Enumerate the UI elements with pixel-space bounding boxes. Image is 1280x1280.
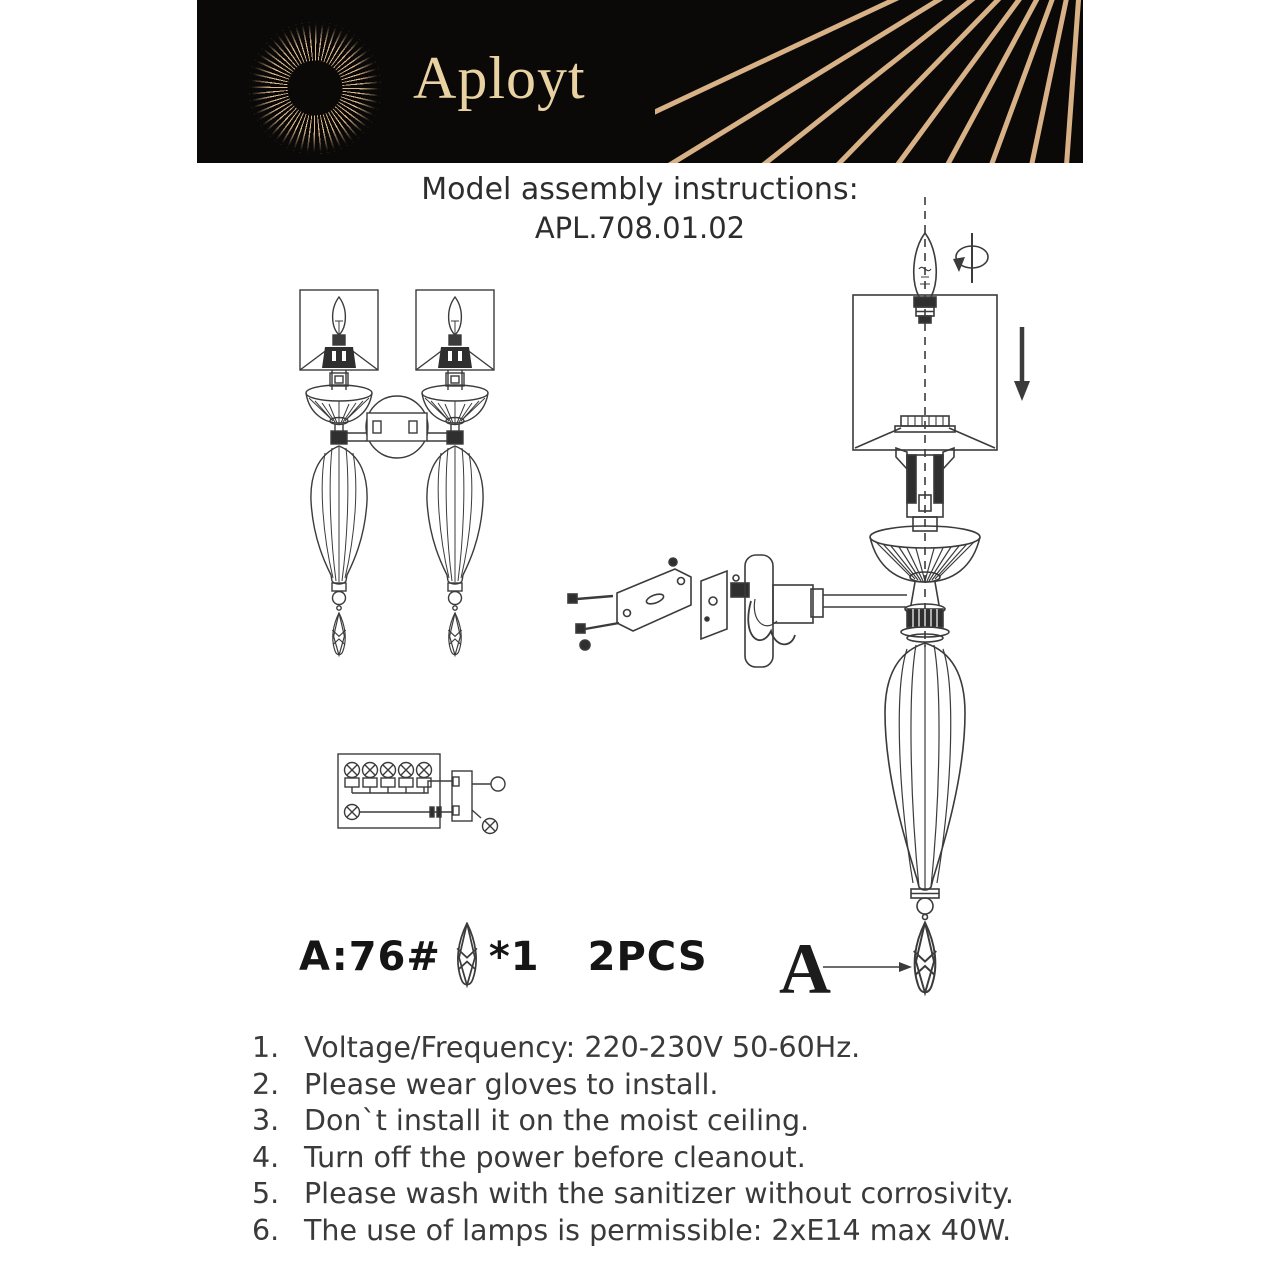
page-title: Model assembly instructions: [421, 172, 859, 207]
instruction-number: 1. [252, 1031, 280, 1064]
instruction-number: 3. [252, 1104, 280, 1138]
wiring-diagram [330, 740, 520, 840]
lamp-terminal [491, 777, 505, 791]
down-arrow-icon [1014, 327, 1030, 401]
instruction-item [252, 1140, 1082, 1177]
rotation-arrow-icon [953, 233, 988, 283]
lamp-arm [811, 589, 907, 617]
instruction-number: 5. [252, 1177, 280, 1211]
crystal-drop-icon [914, 923, 937, 994]
parts-list-row [299, 920, 708, 994]
instruction-item [252, 1213, 1082, 1250]
part-code: A:76# [299, 934, 441, 980]
instructions-list [252, 1030, 1082, 1250]
instruction-text: The use of lamps is permissible: 2xE14 max 40W. [304, 1213, 1012, 1247]
instruction-item [252, 1030, 1082, 1067]
wall-bracket [568, 558, 691, 650]
model-number: APL.708.01.02 [534, 211, 746, 245]
callout-letter: A [779, 929, 831, 1009]
instruction-item [252, 1176, 1082, 1213]
instruction-text: Please wear gloves to install. [304, 1067, 719, 1101]
front-view-diagram [283, 281, 517, 661]
instruction-item [252, 1067, 1082, 1104]
instruction-item [252, 1103, 1082, 1140]
lamp-socket [896, 448, 954, 531]
sunburst-logo-icon [249, 22, 381, 154]
bracket-plate [701, 571, 727, 639]
instruction-number: 2. [252, 1067, 280, 1101]
connector-block [452, 771, 472, 821]
part-per-unit: *1 [488, 934, 540, 980]
glass-body [885, 643, 965, 920]
terminal-box [338, 754, 440, 828]
instruction-text: Voltage/Frequency: 220-230V 50-60Hz. [304, 1031, 861, 1064]
crystal-drop-icon [453, 922, 481, 992]
instruction-number: 4. [252, 1140, 280, 1174]
parts-total-qty: 2PCS [587, 934, 708, 980]
exploded-view-diagram [555, 185, 1075, 1015]
corner-rays-icon [655, 0, 1083, 163]
brand-name: Aployt [413, 45, 586, 111]
left-sconce [300, 290, 378, 655]
instruction-text: Don`t install it on the moist ceiling. [304, 1104, 810, 1138]
right-sconce [416, 290, 494, 655]
junction-box [773, 585, 813, 623]
mount-box [367, 413, 427, 441]
instruction-number: 6. [252, 1213, 280, 1247]
instruction-text: Turn off the power before cleanout. [304, 1140, 806, 1174]
bobeche-cup [870, 526, 980, 642]
brand-banner [197, 0, 1083, 163]
instruction-text: Please wash with the sanitizer without corrosivity. [304, 1177, 1014, 1211]
